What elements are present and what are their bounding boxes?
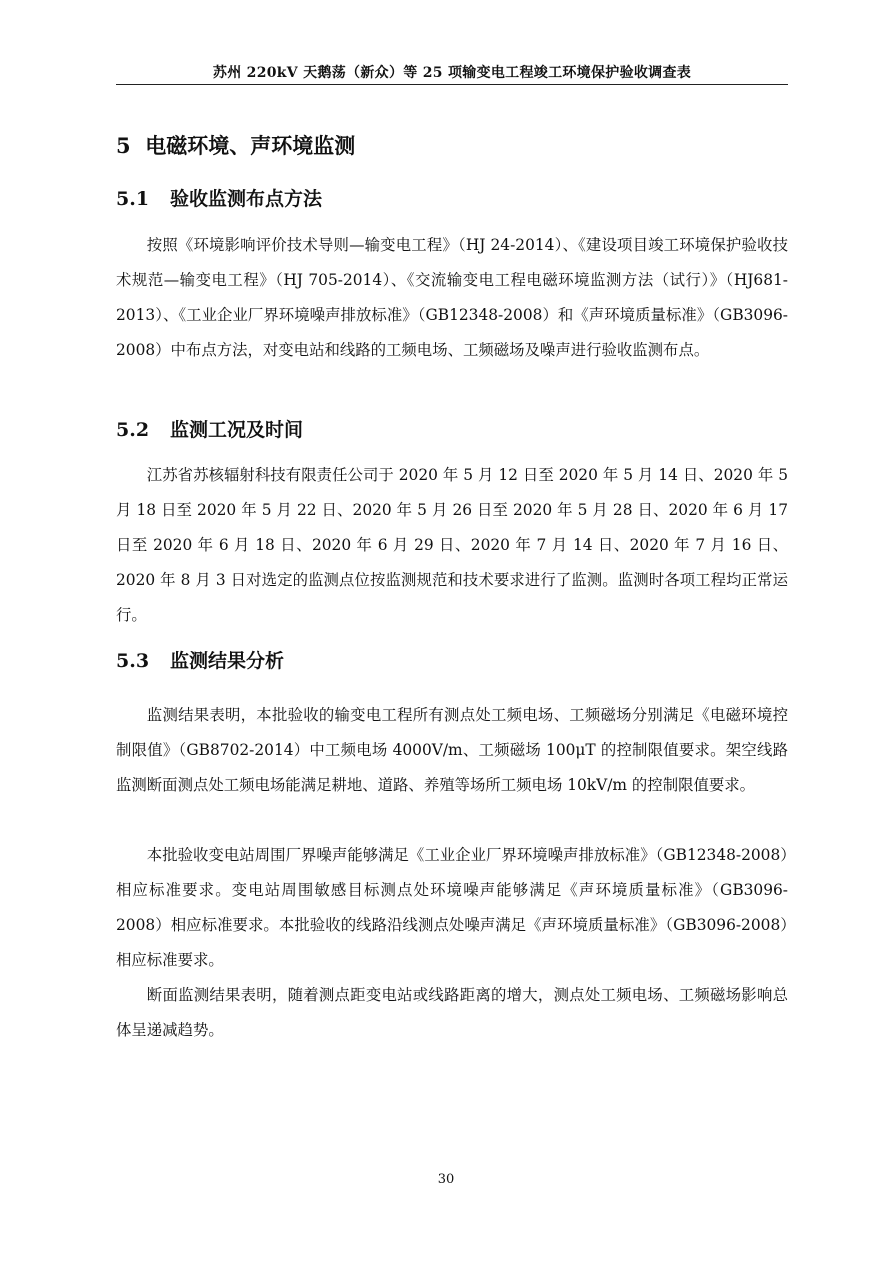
section-number: 5.3	[116, 650, 150, 672]
section-heading-5-2	[116, 415, 303, 442]
section-5-3-paragraph-1: 监测结果表明，本批验收的输变电工程所有测点处工频电场、工频磁场分别满足《电磁环境控制限值》（GB8702-2014）中工频电场 4000V/m、工频磁场 100μT 的控制限值要求。架空线路监测断面测点处工频电场能满足耕地、道路、养殖等场所工频电场 10kV/m 的控制限值要求。	[116, 706, 788, 794]
section-5-1-paragraph: 按照《环境影响评价技术导则—输变电工程》（HJ 24-2014）、《建设项目竣工环境保护验收技术规范—输变电工程》（HJ 705-2014）、《交流输变电工程电磁环境监测方法（试行）》（HJ681-2013）、《工业企业厂界环境噪声排放标准》（GB12348-2008）和《声环境质量标准》（GB3096-2008）中布点方法，对变电站和线路的工频电场、工频磁场及噪声进行验收监测布点。	[116, 236, 788, 359]
section-heading-5-3	[116, 646, 284, 673]
section-5-3-paragraph-2: 本批验收变电站周围厂界噪声能够满足《工业企业厂界环境噪声排放标准》（GB12348-2008）相应标准要求。变电站周围敏感目标测点处环境噪声能够满足《声环境质量标准》（GB3096-2008）相应标准要求。本批验收的线路沿线测点处噪声满足《声环境质量标准》（GB3096-2008）相应标准要求。	[116, 846, 788, 969]
section-title: 监测结果分析	[170, 650, 285, 672]
section-5-3-paragraph-3: 断面监测结果表明，随着测点距变电站或线路距离的增大，测点处工频电场、工频磁场影响总体呈递减趋势。	[116, 986, 788, 1039]
header-divider	[116, 84, 788, 85]
section-title: 监测工况及时间	[170, 419, 304, 441]
section-number: 5.2	[116, 419, 150, 441]
section-number: 5.1	[116, 188, 150, 210]
chapter-heading	[116, 130, 355, 160]
running-header: 苏州 220kV 天鹅荡（新众）等 25 项输变电工程竣工环境保护验收调查表	[212, 65, 692, 81]
chapter-number: 5	[116, 133, 131, 158]
section-title: 验收监测布点方法	[170, 188, 323, 210]
chapter-title: 电磁环境、声环境监测	[145, 133, 356, 158]
section-heading-5-1	[116, 184, 322, 211]
page-number: 30	[437, 1172, 455, 1187]
section-5-2-paragraph: 江苏省苏核辐射科技有限责任公司于 2020 年 5 月 12 日至 2020 年 5 月 14 日、2020 年 5 月 18 日至 2020 年 5 月 22 日、2020 年 5 月 26 日至 2020 年 5 月 28 日、2020 年 6 月 17 日至 2020 年 6 月 18 日、2020 年 6 月 29 日、2020 年 7 月 14 日、2020 年 7 月 16 日、2020 年 8 月 3 日对选定的监测点位按监测规范和技术要求进行了监测。监测时各项工程均正常运行。	[116, 466, 788, 624]
